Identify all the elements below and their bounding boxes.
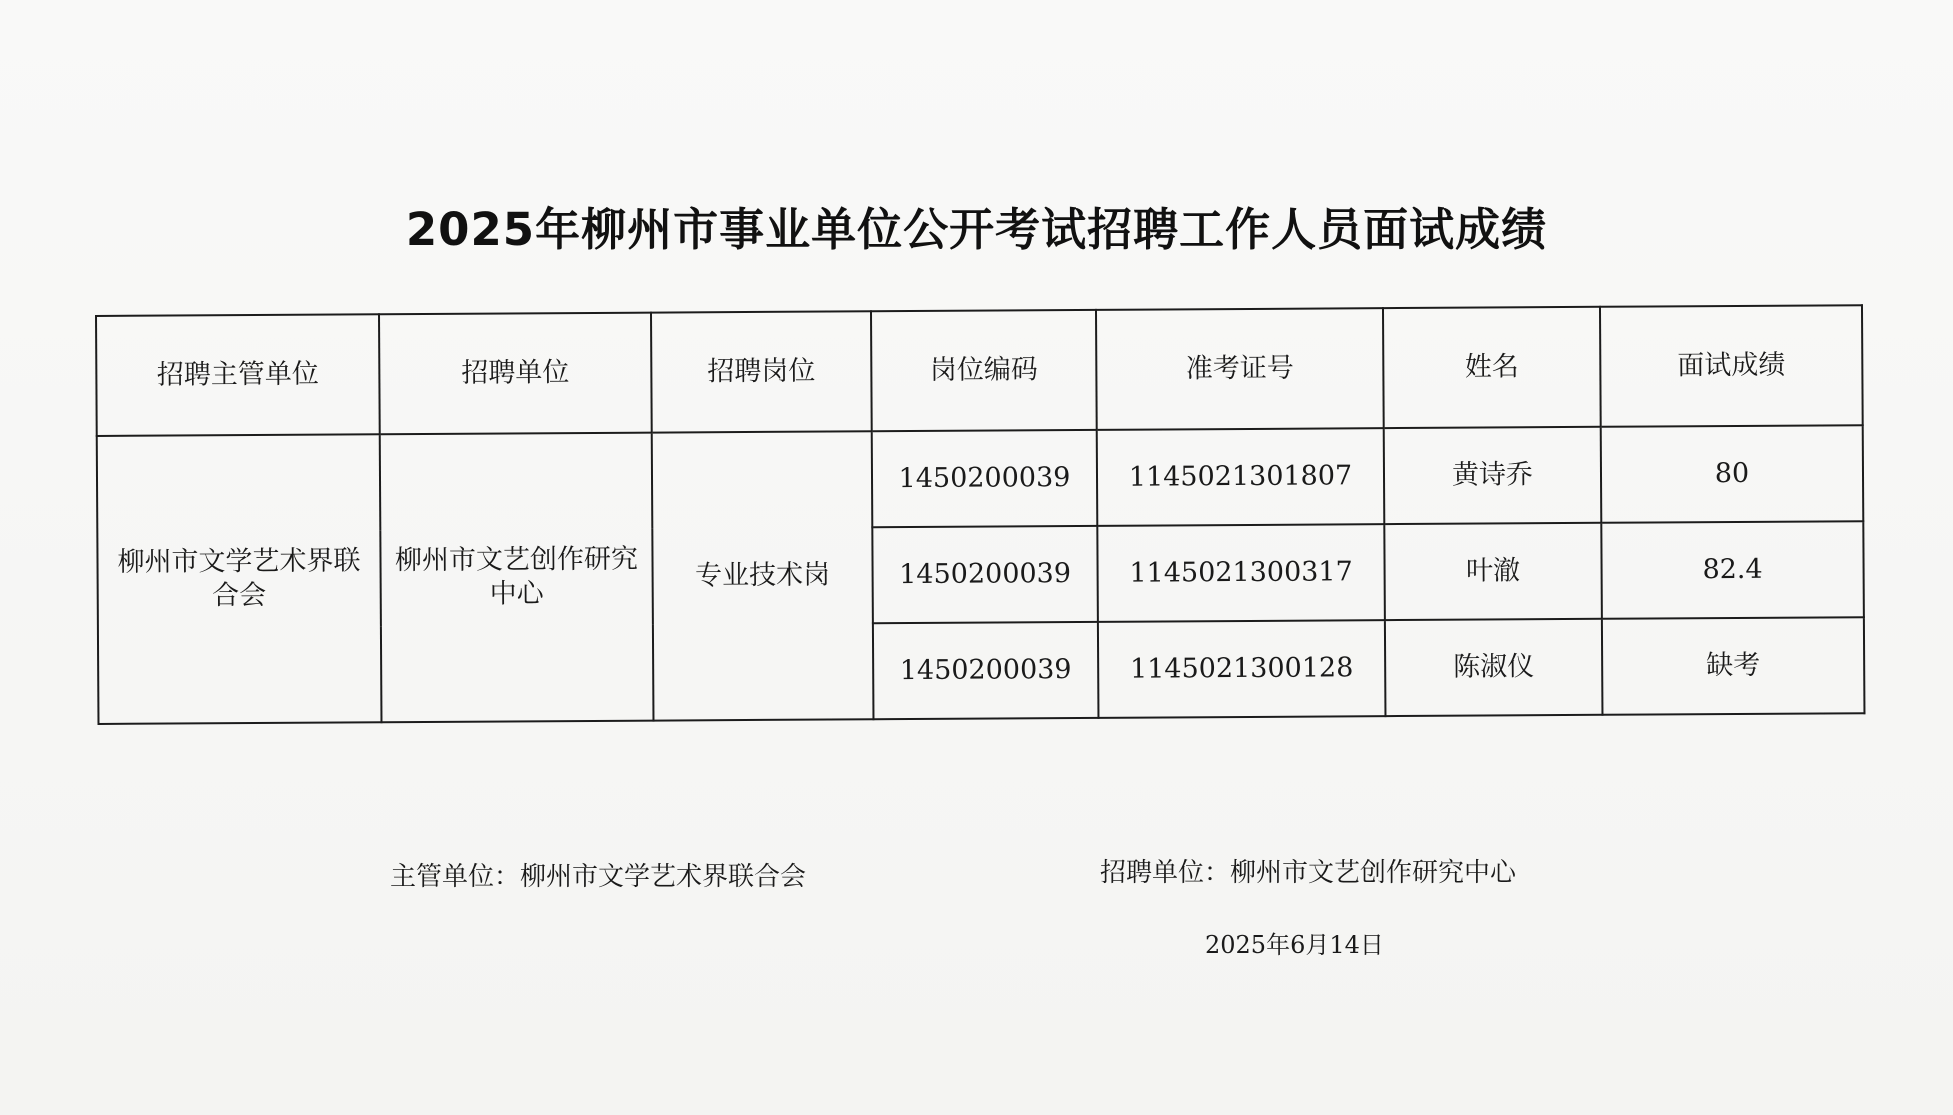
cell-name: 陈淑仪 bbox=[1385, 619, 1603, 716]
header-position: 招聘岗位 bbox=[651, 311, 872, 432]
header-recruiting-unit: 招聘单位 bbox=[379, 313, 652, 435]
footer-supervisor-unit: 主管单位：柳州市文学艺术界联合会 bbox=[390, 862, 807, 892]
cell-recruiting-unit: 柳州市文艺创作研究中心 bbox=[380, 433, 654, 723]
cell-position: 专业技术岗 bbox=[652, 431, 874, 720]
cell-name: 叶澈 bbox=[1384, 523, 1602, 620]
cell-interview-score: 缺考 bbox=[1602, 617, 1865, 715]
header-position-code: 岗位编码 bbox=[871, 310, 1097, 431]
cell-admission-ticket: 1145021300128 bbox=[1098, 620, 1386, 718]
cell-interview-score: 82.4 bbox=[1601, 521, 1864, 619]
header-interview-score: 面试成绩 bbox=[1600, 305, 1863, 427]
table-header-row bbox=[96, 305, 1863, 436]
cell-admission-ticket: 1145021300317 bbox=[1097, 524, 1385, 622]
cell-position-code: 1450200039 bbox=[872, 526, 1098, 623]
table-row bbox=[97, 425, 1864, 532]
footer-recruiting-unit: 招聘单位：柳州市文艺创作研究中心 bbox=[1100, 858, 1517, 888]
header-name: 姓名 bbox=[1383, 307, 1601, 428]
cell-position-code: 1450200039 bbox=[872, 430, 1098, 527]
cell-supervisor-unit: 柳州市文学艺术界联合会 bbox=[97, 434, 382, 724]
results-table bbox=[95, 304, 1865, 725]
header-supervisor-unit: 招聘主管单位 bbox=[96, 314, 380, 436]
page-title: 2025年柳州市事业单位公开考试招聘工作人员面试成绩 bbox=[405, 203, 1548, 256]
header-admission-ticket: 准考证号 bbox=[1096, 308, 1384, 430]
cell-admission-ticket: 1145021301807 bbox=[1097, 428, 1385, 526]
footer-date: 2025年6月14日 bbox=[1205, 931, 1384, 959]
cell-position-code: 1450200039 bbox=[873, 622, 1099, 719]
cell-name: 黄诗乔 bbox=[1384, 427, 1602, 524]
cell-interview-score: 80 bbox=[1601, 425, 1864, 523]
